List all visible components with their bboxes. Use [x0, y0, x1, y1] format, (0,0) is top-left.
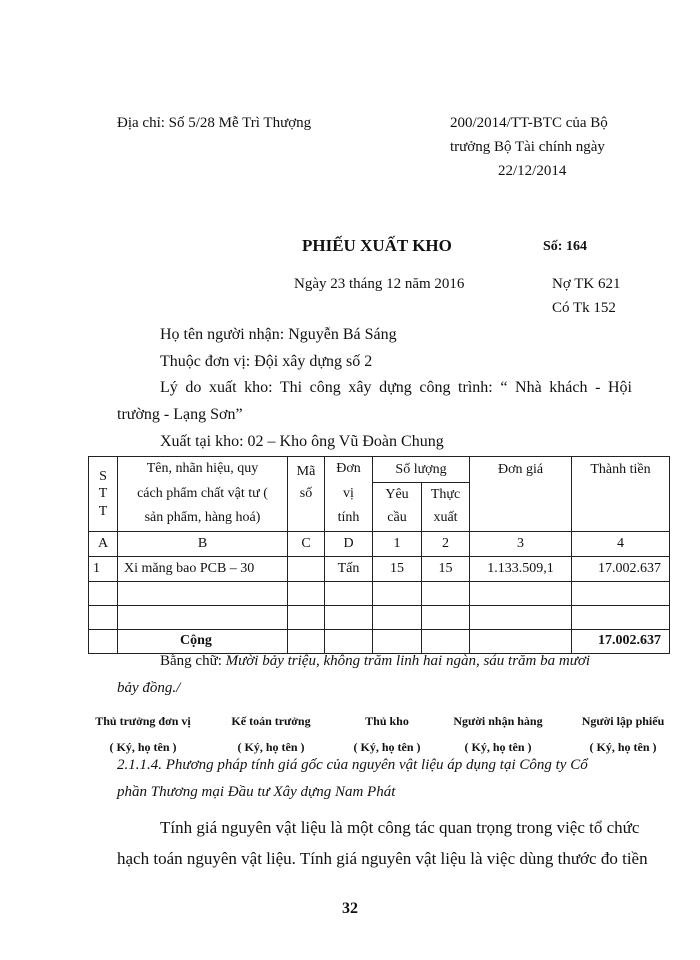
- amount-in-words-line-1: [160, 653, 590, 670]
- paragraph-line-1: Tính giá nguyên vật liệu là một công tác quan trọng trong việc tổ chức: [160, 818, 640, 837]
- header-requested: Yêu cầu: [373, 483, 422, 532]
- signature-note: ( Ký, họ tên ): [464, 740, 532, 754]
- table-row-empty: [89, 581, 670, 605]
- row-requested: 15: [373, 556, 422, 581]
- signature-note: ( Ký, họ tên ): [589, 740, 657, 754]
- row-actual: 15: [422, 556, 470, 581]
- code-cell: B: [118, 531, 288, 556]
- table-row: [89, 556, 670, 581]
- issue-slip-table: [88, 456, 670, 654]
- reason-line-1: Lý do xuất kho: Thi công xây dựng công trình: “ Nhà khách - Hội: [160, 379, 632, 396]
- signature-role: Người nhận hàng: [453, 714, 543, 728]
- row-unit-price: 1.133.509,1: [470, 556, 572, 581]
- row-code: [288, 556, 325, 581]
- code-cell: 1: [373, 531, 422, 556]
- table-header-row: [89, 457, 670, 483]
- table-row-empty: [89, 605, 670, 629]
- warehouse-line: Xuất tại kho: 02 – Kho ông Vũ Đoàn Chung: [160, 433, 444, 450]
- section-heading-line-1: 2.1.1.4. Phương pháp tính giá gốc của nguyên vật liệu áp dụng tại Công ty Cổ: [117, 757, 588, 773]
- regulation-line-3: 22/12/2014: [498, 163, 567, 179]
- row-amount: 17.002.637: [572, 556, 670, 581]
- signature-role: Người lập phiếu: [581, 714, 665, 728]
- header-amount: Thành tiền: [572, 457, 670, 532]
- signature-note: ( Ký, họ tên ): [353, 740, 421, 754]
- row-unit: Tấn: [325, 556, 373, 581]
- header-unit: Đơn vị tính: [325, 457, 373, 532]
- header-actual: Thực xuất: [422, 483, 470, 532]
- header-item-name: Tên, nhãn hiệu, quy cách phẩm chất vật tư ( sản phẩm, hàng hoá): [118, 457, 288, 532]
- header-unit-price: Đơn giá: [470, 457, 572, 532]
- header-quantity: Số lượng: [373, 457, 470, 483]
- code-cell: A: [89, 531, 118, 556]
- signature-note: ( Ký, họ tên ): [109, 740, 177, 754]
- unit-line: Thuộc đơn vị: Đội xây dựng số 2: [160, 353, 373, 370]
- header-stt: S T T: [89, 457, 118, 532]
- amount-in-words-line-2: bảy đồng./: [117, 680, 181, 696]
- code-cell: D: [325, 531, 373, 556]
- recipient-line: Họ tên người nhận: Nguyễn Bá Sáng: [160, 326, 397, 343]
- slip-title: PHIẾU XUẤT KHO: [302, 236, 452, 255]
- credit-account: Có Tk 152: [552, 300, 616, 316]
- table-total-row: [89, 629, 670, 653]
- section-heading-line-2: phần Thương mại Đầu tư Xây dựng Nam Phát: [117, 784, 396, 800]
- slip-number: Số: 164: [543, 239, 587, 254]
- regulation-line-2: trưởng Bộ Tài chính ngày: [450, 139, 605, 155]
- code-cell: 3: [470, 531, 572, 556]
- header-code: Mã số: [288, 457, 325, 532]
- signature-role: Kế toán trưởng: [231, 714, 311, 728]
- reason-line-2: trường - Lạng Sơn”: [117, 406, 243, 423]
- column-code-row: [89, 531, 670, 556]
- paragraph-line-2: hạch toán nguyên vật liệu. Tính giá nguyên vật liệu là việc dùng thước đo tiền: [117, 849, 648, 868]
- code-cell: 2: [422, 531, 470, 556]
- code-cell: C: [288, 531, 325, 556]
- company-address: Địa chỉ: Số 5/28 Mễ Trì Thượng: [117, 115, 312, 131]
- total-label: Cộng: [118, 629, 288, 653]
- row-stt: 1: [89, 556, 118, 581]
- row-item-name: Xi măng bao PCB – 30: [118, 556, 288, 581]
- signature-note: ( Ký, họ tên ): [237, 740, 305, 754]
- total-amount: 17.002.637: [572, 629, 670, 653]
- signature-role: Thủ trưởng đơn vị: [95, 714, 191, 728]
- amount-in-words-label: Bằng chữ:: [160, 653, 226, 669]
- code-cell: 4: [572, 531, 670, 556]
- page-number: 32: [342, 900, 358, 917]
- debit-account: Nợ TK 621: [552, 276, 621, 292]
- slip-date: Ngày 23 tháng 12 năm 2016: [294, 276, 465, 292]
- amount-in-words-text: Mười bảy triệu, không trăm linh hai ngàn, sáu trăm ba mươi: [225, 653, 591, 669]
- signature-role: Thủ kho: [365, 714, 409, 728]
- regulation-line-1: 200/2014/TT-BTC của Bộ: [450, 115, 608, 131]
